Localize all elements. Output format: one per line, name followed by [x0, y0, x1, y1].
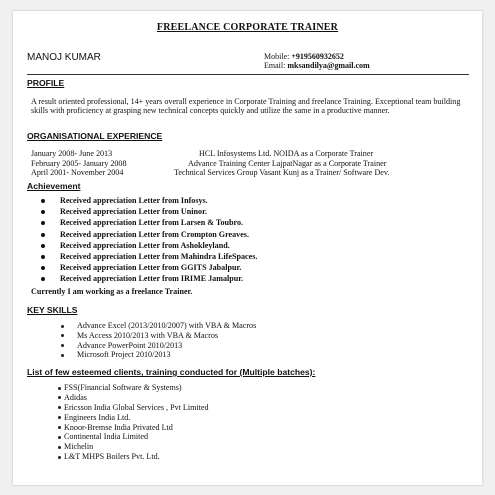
experience-period: February 2005- January 2008	[31, 158, 127, 168]
org-experience-heading: ORGANISATIONAL EXPERIENCE	[27, 131, 163, 141]
skill-text: Advance PowerPoint 2010/2013	[77, 340, 183, 350]
achievement-text: Received appreciation Letter from Ashokleyland.	[60, 240, 230, 250]
bullet-icon	[41, 233, 45, 237]
experience-period: January 2008- June 2013	[31, 149, 113, 158]
bullet-icon	[61, 344, 64, 347]
bullet-icon	[41, 266, 45, 270]
bullet-icon	[61, 334, 64, 337]
bullet-icon	[58, 406, 61, 409]
bullet-icon	[41, 244, 45, 248]
client-text: FSS(Financial Software & Systems)	[64, 383, 182, 392]
client-text: Engineers India Ltd.	[64, 412, 131, 422]
email-address: mksandilya@gmail.com	[287, 61, 370, 70]
achievement-text: Received appreciation Letter from GGITS Jabalpur.	[60, 263, 242, 273]
client-text: L&T MHPS Boilers Pvt. Ltd.	[64, 452, 160, 462]
bullet-icon	[41, 210, 45, 214]
experience-row	[31, 149, 471, 159]
profile-text: A result oriented professional, 14+ years overall experience in Corporate Training and freelance Training. Exceptional team building skills with proficiency at grasping new technical concepts quickly and utilize the same in a productive manner.	[31, 97, 461, 115]
bullet-icon	[58, 426, 61, 429]
profile-heading: PROFILE	[27, 78, 65, 88]
bullet-icon	[58, 416, 61, 419]
experience-role: Technical Services Group Vasant Kunj as a Trainer/ Software Dev.	[174, 168, 390, 177]
bullet-icon	[41, 221, 45, 225]
clients-heading: List of few esteemed clients, training conducted for (Multiple batches):	[27, 367, 316, 377]
bullet-icon	[58, 436, 61, 439]
email-label: Email:	[264, 61, 288, 70]
client-text: Continental India Limited	[64, 432, 149, 442]
achievement-text: Received appreciation Letter from IRIME Jamalpur.	[60, 274, 244, 284]
resume-page	[13, 11, 482, 485]
bullet-icon	[58, 396, 61, 399]
bullet-icon	[58, 387, 61, 390]
experience-role: HCL Infosystems Ltd. NOIDA as a Corporate Trainer	[199, 149, 374, 158]
client-text: Knoor-Bremse India Privated Ltd	[64, 422, 173, 432]
candidate-name: MANOJ KUMAR	[27, 52, 101, 63]
current-status: Currently I am working as a freelance Trainer.	[31, 287, 193, 296]
bullet-icon	[41, 277, 45, 281]
mobile-label: Mobile:	[264, 52, 292, 61]
achievement-text: Received appreciation Letter from Mahindra LifeSpaces.	[60, 251, 258, 261]
mobile-number: +919560932652	[291, 52, 344, 61]
document-title: FREELANCE CORPORATE TRAINER	[156, 22, 339, 33]
bullet-icon	[61, 354, 64, 357]
bullet-icon	[41, 199, 45, 203]
bullet-icon	[58, 446, 61, 449]
bullet-icon	[41, 255, 45, 259]
client-text: Michelin	[64, 442, 94, 452]
experience-period: April 2001- November 2004	[31, 168, 124, 177]
experience-role: Advance Training Center LajpatNagar as a Corporate Trainer	[188, 158, 387, 168]
skill-text: Advance Excel (2013/2010/2007) with VBA & Macros	[77, 321, 257, 330]
key-skills-heading: KEY SKILLS	[27, 305, 78, 315]
skill-text: Microsoft Project 2010/2013	[77, 350, 171, 360]
achievement-text: Received appreciation Letter from Crompton Greaves.	[60, 229, 249, 239]
experience-row	[31, 168, 471, 178]
client-text: Adidas	[64, 392, 87, 402]
client-text: Ericsson India Global Services , Pvt Limited	[64, 402, 209, 412]
mobile-line	[264, 52, 370, 61]
skill-text: Ms Access 2010/2013 with VBA & Macros	[77, 330, 219, 340]
achievement-text: Received appreciation Letter from Uninor.	[60, 207, 207, 217]
bullet-icon	[58, 456, 61, 459]
bullet-icon	[61, 325, 64, 328]
achievement-text: Received appreciation Letter from Larsen & Toubro.	[60, 218, 244, 228]
achievement-heading: Achievement	[27, 181, 81, 191]
header-divider	[27, 74, 469, 75]
contact-block	[264, 52, 370, 70]
achievement-text: Received appreciation Letter from Infosys.	[60, 196, 208, 205]
experience-row	[31, 159, 471, 169]
email-line	[264, 61, 370, 70]
